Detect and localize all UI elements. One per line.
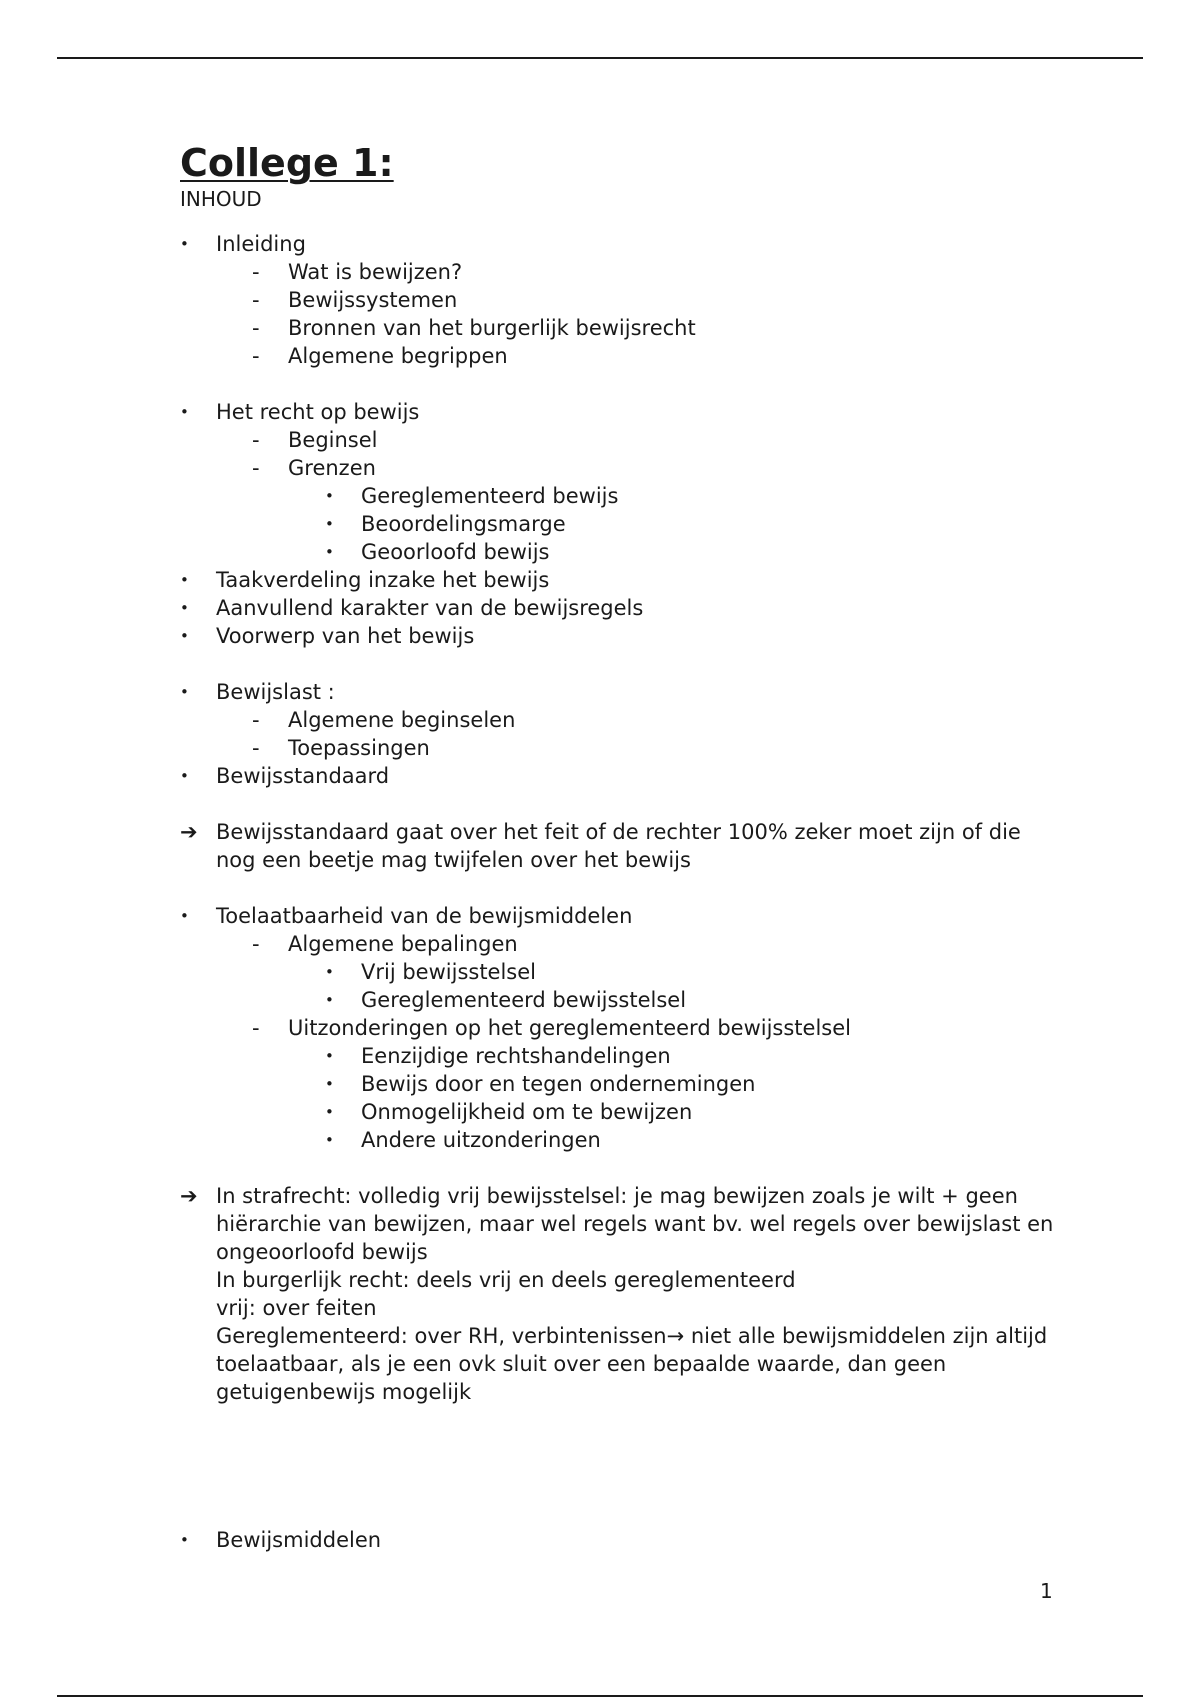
document-body — [180, 140, 1060, 1554]
note-bewijsstandaard — [180, 818, 1060, 874]
dash-icon: - — [252, 288, 260, 312]
footer-rule — [57, 1695, 1143, 1697]
dash-icon: - — [252, 932, 260, 956]
dash-icon: - — [252, 344, 260, 368]
list-item: • Andere uitzonderingen — [325, 1128, 601, 1152]
bullet-icon: • — [180, 907, 189, 925]
header-rule — [57, 57, 1143, 59]
list-item: • Bewijsstandaard — [180, 764, 390, 788]
arrow-right-icon: ➔ — [180, 820, 198, 844]
list-item: • Toelaatbaarheid van de bewijsmiddelen — [180, 904, 633, 928]
list-item: - Algemene bepalingen — [252, 932, 518, 956]
bullet-icon: • — [325, 1131, 334, 1149]
note-text: vrij: over feiten — [216, 1296, 377, 1320]
list-item: • Onmogelijkheid om te bewijzen — [325, 1100, 693, 1124]
dash-icon: - — [252, 736, 260, 760]
list-item: - Bewijssystemen — [252, 288, 458, 312]
bullet-icon: • — [180, 235, 189, 253]
note-text: In strafrecht: volledig vrij bewijsstelsel: je mag bewijzen zoals je wilt + geen hiërarchie van bewijzen, maar wel regels want bv. wel regels over bewijslast en ongeoorloofd bewijs — [216, 1184, 1054, 1264]
dash-icon: - — [252, 316, 260, 340]
bullet-icon: • — [180, 627, 189, 645]
list-item: - Wat is bewijzen? — [252, 260, 463, 284]
list-item: - Grenzen — [252, 456, 376, 480]
list-item: - Uitzonderingen op het gereglementeerd bewijsstelsel — [252, 1016, 851, 1040]
page-subtitle: INHOUD — [180, 187, 262, 211]
bullet-icon: • — [180, 767, 189, 785]
list-item: • Het recht op bewijs — [180, 400, 420, 424]
page-number: 1 — [1040, 1579, 1053, 1603]
note-text: Gereglementeerd: over RH, verbintenissen→ niet alle bewijsmiddelen zijn altijd toelaatbaar, als je een ovk sluit over een bepaalde waarde, dan geen getuigenbewijs mogelijk — [216, 1324, 1048, 1404]
bullet-icon: • — [325, 963, 334, 981]
list-item: • Bewijs door en tegen ondernemingen — [325, 1072, 756, 1096]
list-item: • Aanvullend karakter van de bewijsregels — [180, 596, 644, 620]
note-bewijsstelsel — [180, 1182, 1060, 1406]
list-item: • Vrij bewijsstelsel — [325, 960, 537, 984]
bullet-icon: • — [180, 599, 189, 617]
dash-icon: - — [252, 456, 260, 480]
dash-icon: - — [252, 708, 260, 732]
page-title: College 1: — [180, 141, 394, 185]
list-item: - Toepassingen — [252, 736, 430, 760]
list-item: • Bewijslast : — [180, 680, 335, 704]
list-item: • Geoorloofd bewijs — [325, 540, 550, 564]
note-text: In burgerlijk recht: deels vrij en deels gereglementeerd — [216, 1268, 796, 1292]
dash-icon: - — [252, 428, 260, 452]
bullet-icon: • — [180, 683, 189, 701]
bullet-icon: • — [180, 571, 189, 589]
bullet-icon: • — [325, 543, 334, 561]
list-item: • Eenzijdige rechtshandelingen — [325, 1044, 671, 1068]
list-item: • Gereglementeerd bewijsstelsel — [325, 988, 687, 1012]
bullet-icon: • — [180, 403, 189, 421]
list-item: • Gereglementeerd bewijs — [325, 484, 619, 508]
bullet-icon: • — [325, 487, 334, 505]
bullet-icon: • — [325, 991, 334, 1009]
bullet-icon: • — [325, 515, 334, 533]
list-item: - Bronnen van het burgerlijk bewijsrecht — [252, 316, 696, 340]
dash-icon: - — [252, 1016, 260, 1040]
list-item: • Beoordelingsmarge — [325, 512, 566, 536]
bullet-icon: • — [325, 1075, 334, 1093]
bullet-icon: • — [325, 1047, 334, 1065]
arrow-right-icon: ➔ — [180, 1184, 198, 1208]
list-item: • Taakverdeling inzake het bewijs — [180, 568, 550, 592]
bullet-icon: • — [180, 1531, 189, 1549]
list-item: - Algemene beginselen — [252, 708, 516, 732]
list-item: • Bewijsmiddelen — [180, 1528, 382, 1552]
list-item: • Voorwerp van het bewijs — [180, 624, 475, 648]
dash-icon: - — [252, 260, 260, 284]
list-item: • Inleiding — [180, 232, 306, 256]
list-item: - Beginsel — [252, 428, 378, 452]
list-item: - Algemene begrippen — [252, 344, 508, 368]
bullet-icon: • — [325, 1103, 334, 1121]
note-text: Bewijsstandaard gaat over het feit of de rechter 100% zeker moet zijn of die nog een beetje mag twijfelen over het bewijs — [216, 820, 1021, 872]
